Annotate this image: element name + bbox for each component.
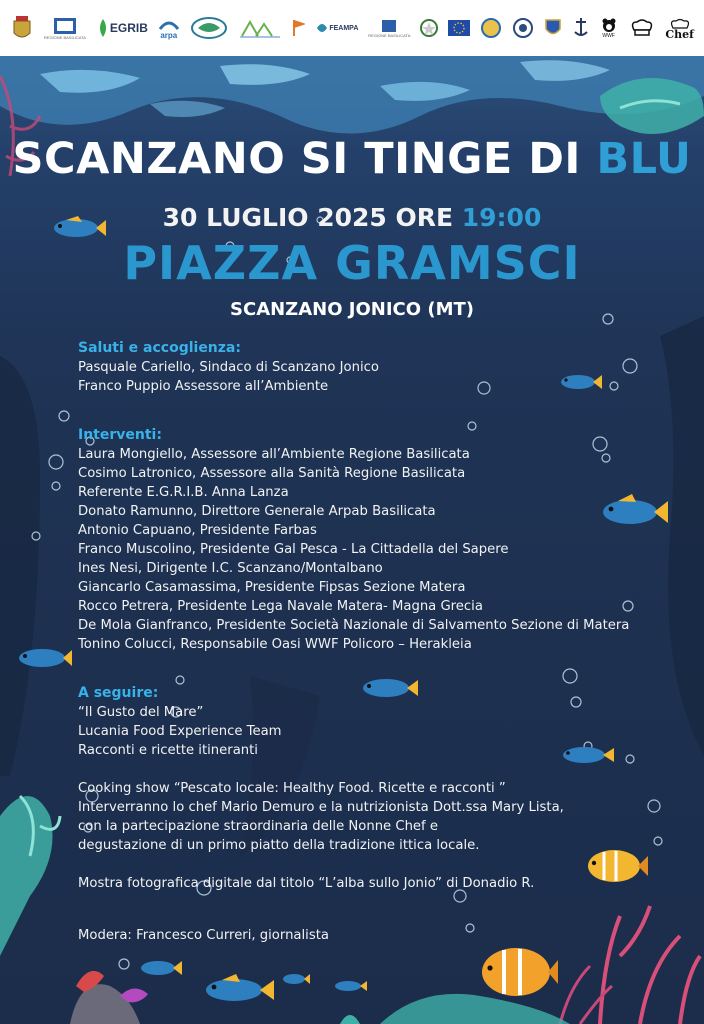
program-line: Lucania Food Experience Team xyxy=(78,724,282,739)
event-date: 30 LUGLIO 2025 ORE 19:00 xyxy=(162,203,542,232)
section-title-interventi: Interventi: xyxy=(78,427,162,443)
flag-logo xyxy=(291,18,305,38)
round-logo-1 xyxy=(480,17,502,39)
title-accent: BLU xyxy=(596,134,692,184)
photo-exhibition: Mostra fotografica digitale dal titolo “L’alba sullo Jonio” di Donadio R. xyxy=(78,876,535,891)
moderator: Modera: Francesco Curreri, giornalista xyxy=(78,928,329,943)
cooking-line: con la partecipazione straordinaria delle Nonne Chef e xyxy=(78,819,438,834)
regione-basilicata-logo: REGIONE BASILICATA xyxy=(44,17,86,40)
arpab-logo: arpa xyxy=(158,17,180,40)
comune-scanzano-logo xyxy=(10,13,34,43)
program-text xyxy=(78,339,678,945)
poster-title: SCANZANO SI TINGE DI BLU xyxy=(12,134,692,184)
program-line: Franco Muscolino, Presidente Gal Pesca - La Cittadella del Sapere xyxy=(78,542,509,557)
program-line: Ines Nesi, Dirigente I.C. Scanzano/Montalbano xyxy=(78,561,383,576)
section-title-saluti: Saluti e accoglienza: xyxy=(78,340,241,356)
program-line: Franco Puppio Assessore all’Ambiente xyxy=(78,379,329,394)
section-title-seguire: A seguire: xyxy=(78,685,159,701)
event-poster xyxy=(0,56,704,1024)
cooking-line: Cooking show “Pescato locale: Healthy Food. Ricette e racconti ” xyxy=(78,781,506,796)
cooking-line: Interverranno lo chef Mario Demuro e la nutrizionista Dott.ssa Mary Lista, xyxy=(78,800,564,815)
program-line: “Il Gusto del Mare” xyxy=(78,705,204,720)
program-line: Cosimo Latronico, Assessore alla Sanità Regione Basilicata xyxy=(78,466,466,481)
event-city: SCANZANO JONICO (MT) xyxy=(230,299,474,320)
eu-flag-logo xyxy=(448,20,470,36)
event-place: PIAZZA GRAMSCI xyxy=(123,236,581,290)
chef-hat-logo xyxy=(628,18,656,38)
program-line: Referente E.G.R.I.B. Anna Lanza xyxy=(78,485,289,500)
cooking-line: degustazione di un primo piatto della tradizione ittica locale. xyxy=(78,838,480,853)
wwf-logo: WWF xyxy=(600,17,618,39)
event-time: 19:00 xyxy=(461,203,542,232)
program-line: Racconti e ricette itineranti xyxy=(78,743,258,758)
program-line: Tonino Colucci, Responsabile Oasi WWF Policoro – Herakleia xyxy=(78,637,472,652)
program-line: Pasquale Cariello, Sindaco di Scanzano Jonico xyxy=(78,360,379,375)
cittadella-logo xyxy=(238,16,282,40)
program-line: Giancarlo Casamassima, Presidente Fipsas Sezione Matera xyxy=(78,580,466,595)
partner-logo-strip xyxy=(0,0,704,56)
feampa-logo: FEAMPA xyxy=(315,19,358,37)
program-line: Antonio Capuano, Presidente Farbas xyxy=(78,523,317,538)
program-line: Rocco Petrera, Presidente Lega Navale Matera- Magna Grecia xyxy=(78,599,483,614)
nonne-chef-logo: Chef xyxy=(665,18,693,39)
egrib-logo: EGRIB xyxy=(96,18,148,38)
regione-basilicata-2-logo: REGIONE BASILICATA xyxy=(368,19,410,38)
program-line: Donato Ramunno, Direttore Generale Arpab Basilicata xyxy=(78,504,436,519)
italy-emblem-logo xyxy=(420,18,438,38)
lega-navale-logo xyxy=(572,16,590,40)
round-logo-2 xyxy=(512,17,534,39)
program-line: Laura Mongiello, Assessore all’Ambiente Regione Basilicata xyxy=(78,447,470,462)
program-line: De Mola Gianfranco, Presidente Società Nazionale di Salvamento Sezione di Matera xyxy=(78,618,630,633)
shield-logo xyxy=(544,17,562,39)
gal-logo xyxy=(190,16,228,40)
